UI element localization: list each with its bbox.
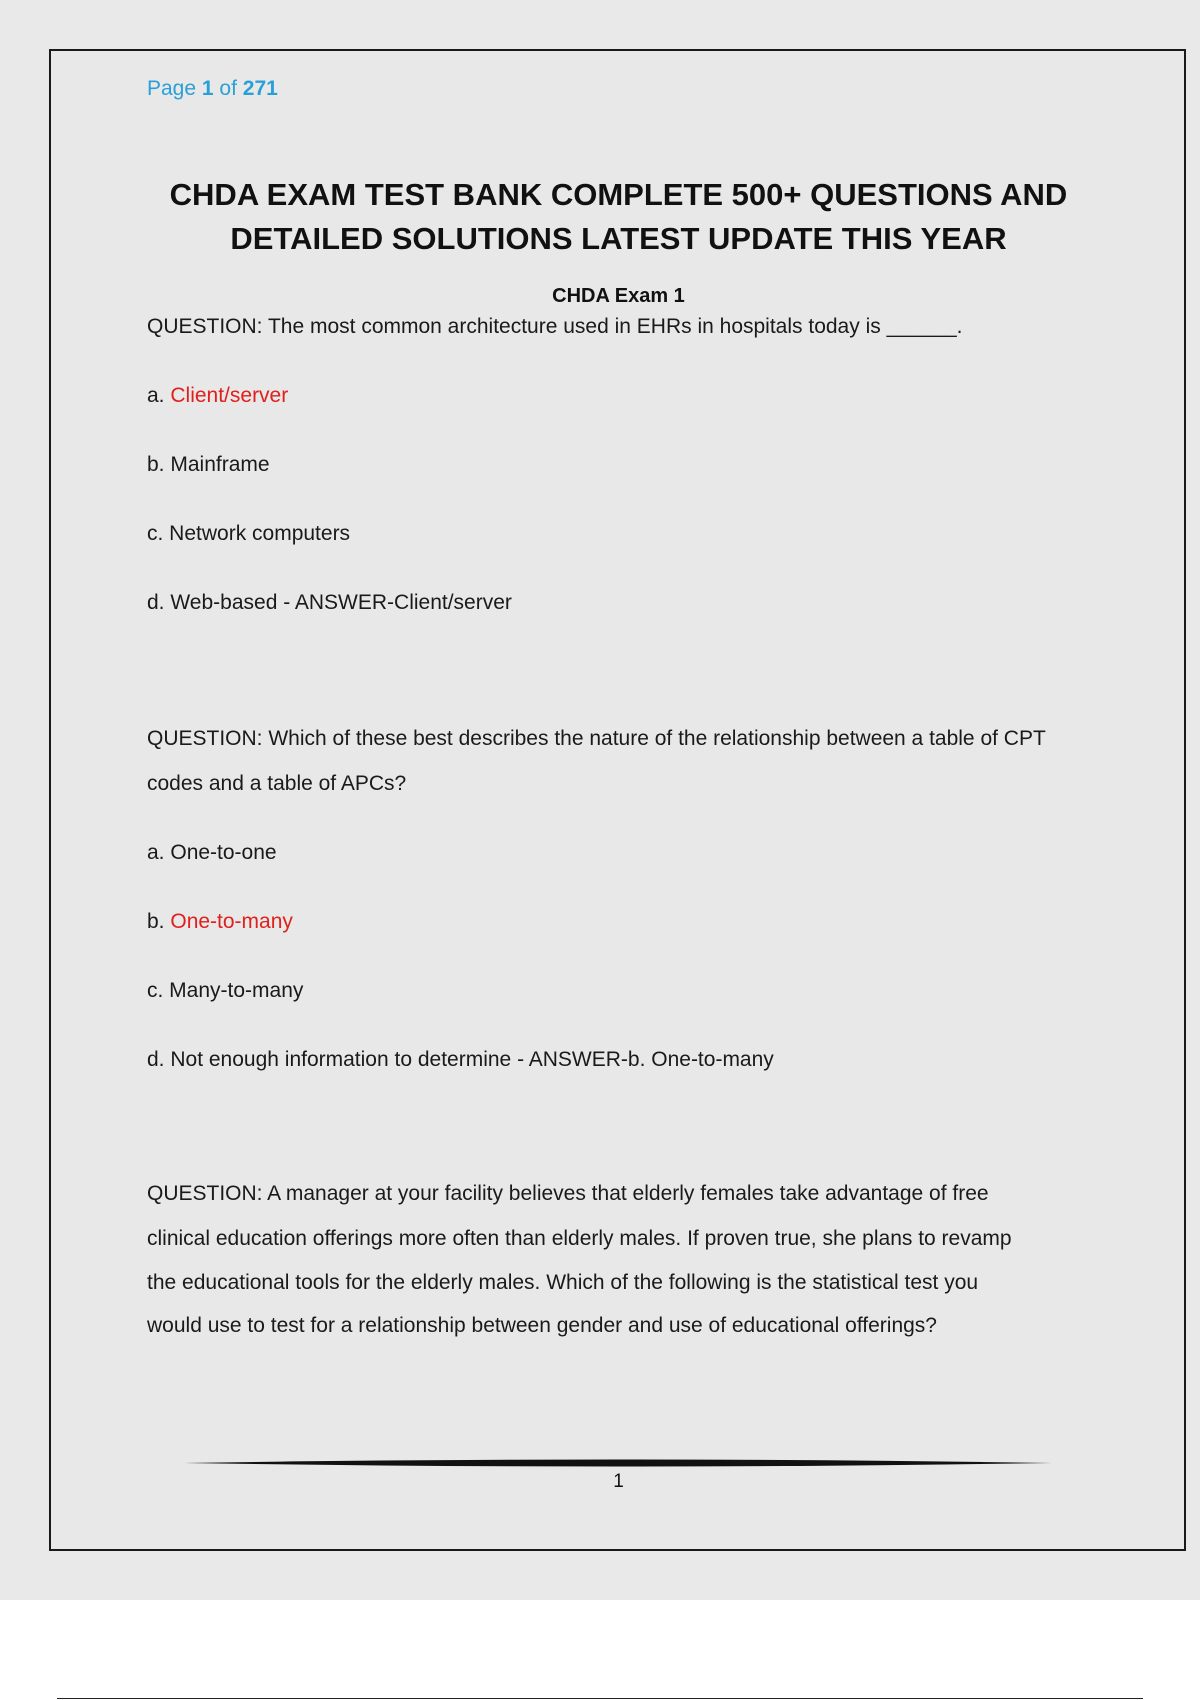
- option-prefix: b.: [147, 453, 171, 476]
- question-3-text-line-2: clinical education offerings more often than elderly males. If proven true, she plans to revamp: [147, 1227, 1012, 1250]
- question-2-text-line-2: codes and a table of APCs?: [147, 772, 407, 795]
- correct-answer-highlight: One-to-many: [170, 910, 293, 933]
- page-counter-of: of: [219, 77, 237, 100]
- question-3-text-line-3: the educational tools for the elderly males. Which of the following is the statistical test you: [147, 1271, 979, 1294]
- next-page-edge: [57, 1698, 1143, 1699]
- question-2-option-d: [147, 1038, 1137, 1082]
- question-2-option-c: [147, 969, 1137, 1013]
- page-counter-current: 1: [201, 77, 214, 100]
- question-3-text-line-4: would use to test for a relationship between gender and use of educational offerings?: [147, 1314, 937, 1337]
- option-prefix: d.: [147, 1048, 171, 1071]
- document-title-line-1: CHDA EXAM TEST BANK COMPLETE 500+ QUESTIONS AND: [169, 177, 1068, 212]
- document-title-line-2: DETAILED SOLUTIONS LATEST UPDATE THIS YEAR: [230, 221, 1007, 256]
- page-counter: [147, 77, 278, 101]
- correct-answer-highlight: Client/server: [170, 384, 289, 407]
- option-prefix: c.: [147, 979, 170, 1002]
- question-1-option-a: [147, 374, 1137, 418]
- footer-divider: [184, 1459, 1052, 1467]
- question-1-text: QUESTION: The most common architecture used in EHRs in hospitals today is ______.: [147, 315, 963, 338]
- footer-page-number: 1: [613, 1471, 624, 1492]
- option-prefix: a.: [147, 841, 171, 864]
- option-text: Not enough information to determine - ANSWER-b. One-to-many: [170, 1048, 774, 1071]
- document-title: [151, 173, 1086, 261]
- document-page: [49, 49, 1186, 1551]
- option-prefix: a.: [147, 384, 171, 407]
- question-2-option-a: [147, 831, 1137, 875]
- page-counter-label: Page: [147, 77, 197, 100]
- question-1-option-c: [147, 512, 1137, 556]
- option-text: Many-to-many: [169, 979, 304, 1002]
- option-prefix: d.: [147, 591, 171, 614]
- question-1-option-d: [147, 581, 1137, 625]
- option-text: Mainframe: [170, 453, 270, 476]
- option-text: One-to-one: [170, 841, 277, 864]
- option-prefix: b.: [147, 910, 171, 933]
- page-counter-total: 271: [242, 77, 278, 100]
- question-1-option-b: [147, 443, 1137, 487]
- question-2-option-b: [147, 900, 1137, 944]
- question-2-text-line-1: QUESTION: Which of these best describes the nature of the relationship between a table of CPT: [147, 727, 1046, 750]
- question-3-text-line-1: QUESTION: A manager at your facility believes that elderly females take advantage of free: [147, 1182, 989, 1205]
- option-text: Web-based - ANSWER-Client/server: [170, 591, 512, 614]
- option-prefix: c.: [147, 522, 170, 545]
- document-subtitle: CHDA Exam 1: [552, 285, 685, 307]
- option-text: Network computers: [169, 522, 351, 545]
